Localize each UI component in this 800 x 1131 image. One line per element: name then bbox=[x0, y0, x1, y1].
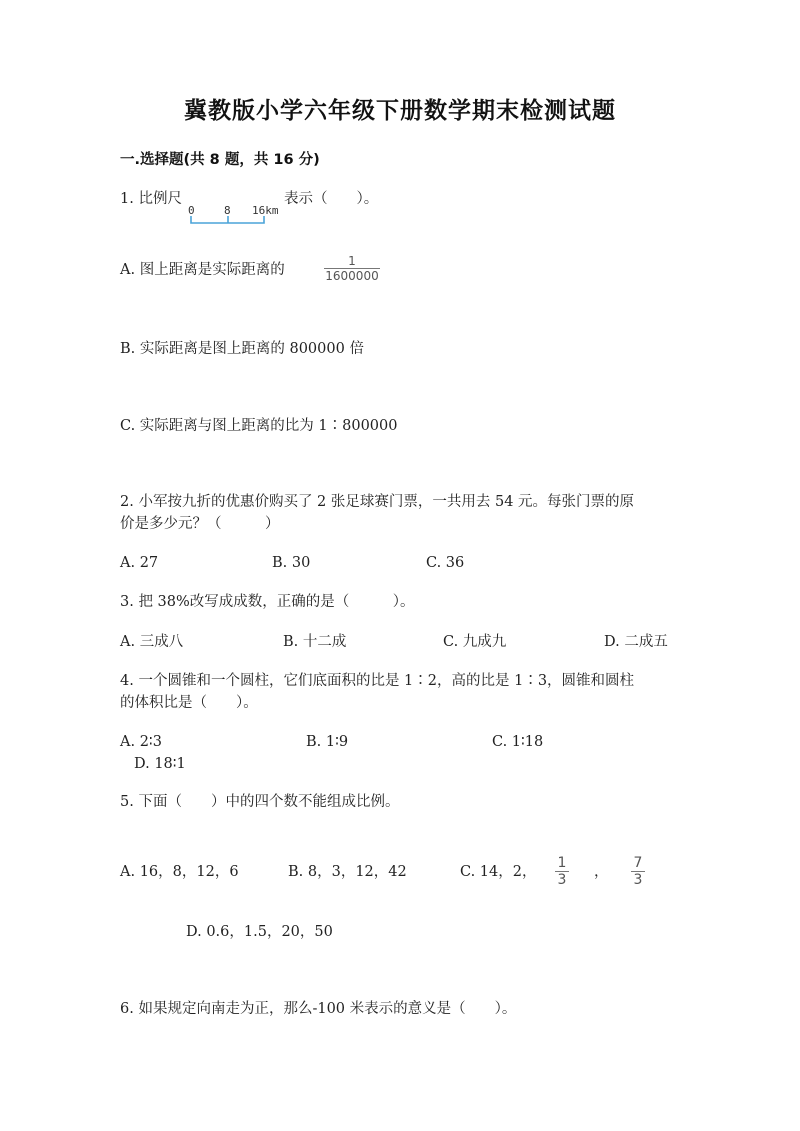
q5-option-c[interactable]: C. 14，2， bbox=[460, 864, 537, 880]
q1-option-a-fraction bbox=[322, 254, 382, 283]
q6-text: 6. 如果规定向南走为正，那么-100 米表示的意义是（ ）。 bbox=[120, 1001, 517, 1017]
q4-text-line2: 的体积比是（ ）。 bbox=[120, 695, 258, 711]
q1-option-b[interactable]: B. 实际距离是图上距离的 800000 倍 bbox=[120, 341, 364, 357]
scale-label-8: 8 bbox=[224, 204, 231, 217]
q2-option-a[interactable]: A. 27 bbox=[120, 555, 159, 571]
q2-text-line2: 价是多少元？（ ） bbox=[120, 516, 280, 532]
scale-bar-figure bbox=[186, 200, 282, 228]
q1-suffix: 表示（ ）。 bbox=[284, 191, 379, 207]
scale-label-16km: 16km bbox=[252, 204, 279, 217]
q4-option-c[interactable]: C. 1∶18 bbox=[492, 734, 544, 750]
q1-option-c[interactable]: C. 实际距离与图上距离的比为 1∶800000 bbox=[120, 418, 398, 434]
q3-option-b[interactable]: B. 十二成 bbox=[283, 634, 347, 650]
q4-option-b[interactable]: B. 1∶9 bbox=[306, 734, 349, 750]
q5-option-c-comma: ， bbox=[594, 864, 609, 880]
scale-bar-line bbox=[191, 216, 264, 223]
q1-prefix: 1. 比例尺 bbox=[120, 191, 182, 207]
q3-option-d[interactable]: D. 二成五 bbox=[604, 634, 668, 650]
q3-text: 3. 把 38%改写成成数，正确的是（ ）。 bbox=[120, 594, 415, 610]
q4-text-line1: 4. 一个圆锥和一个圆柱，它们底面积的比是 1∶2，高的比是 1∶3，圆锥和圆柱 bbox=[120, 673, 635, 689]
q4-option-a[interactable]: A. 2∶3 bbox=[120, 734, 162, 750]
q5-text: 5. 下面（ ）中的四个数不能组成比例。 bbox=[120, 794, 400, 810]
fraction-numerator: 1 bbox=[557, 855, 567, 871]
scale-label-0: 0 bbox=[188, 204, 195, 217]
section-heading: 一.选择题(共 8 题，共 16 分) bbox=[120, 152, 320, 168]
q5-option-c-fraction-2 bbox=[628, 855, 648, 888]
q3-option-c[interactable]: C. 九成九 bbox=[443, 634, 507, 650]
q5-option-b[interactable]: B. 8，3，12，42 bbox=[288, 864, 407, 880]
page-title: 冀教版小学六年级下册数学期末检测试题 bbox=[184, 98, 616, 124]
q1-option-a[interactable]: A. 图上距离是实际距离的 bbox=[120, 262, 285, 278]
fraction-denominator: 3 bbox=[633, 872, 643, 888]
fraction-numerator: 7 bbox=[633, 855, 643, 871]
q2-text-line1: 2. 小军按九折的优惠价购买了 2 张足球赛门票，一共用去 54 元。每张门票的原 bbox=[120, 494, 635, 510]
q4-option-d[interactable]: D. 18∶1 bbox=[134, 756, 186, 772]
fraction-denominator: 3 bbox=[557, 872, 567, 888]
q2-option-b[interactable]: B. 30 bbox=[272, 555, 311, 571]
q3-option-a[interactable]: A. 三成八 bbox=[120, 634, 184, 650]
fraction-numerator: 1 bbox=[348, 254, 356, 268]
q5-option-a[interactable]: A. 16，8，12，6 bbox=[120, 864, 239, 880]
fraction-denominator: 1600000 bbox=[325, 269, 379, 283]
q5-option-d[interactable]: D. 0.6，1.5，20，50 bbox=[186, 924, 333, 940]
q2-option-c[interactable]: C. 36 bbox=[426, 555, 465, 571]
q5-option-c-fraction-1 bbox=[552, 855, 572, 888]
